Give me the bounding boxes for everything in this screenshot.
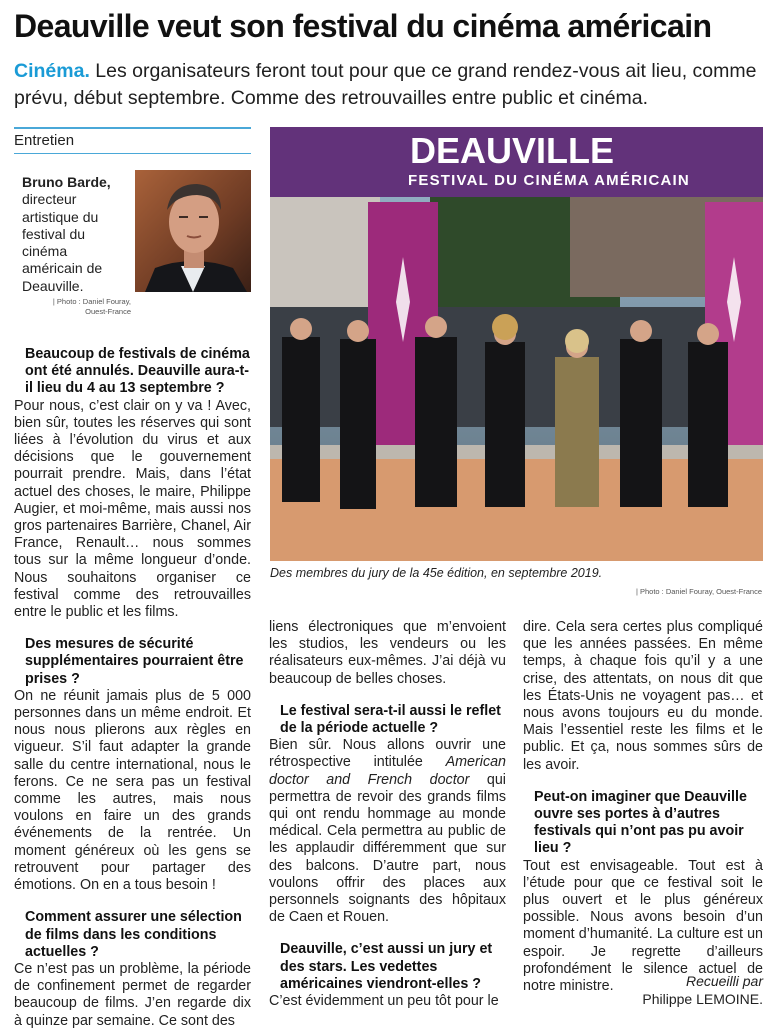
interviewee-name: Bruno Barde, [22, 174, 111, 190]
festival-image [270, 127, 763, 561]
banner-title: DEAUVILLE [410, 130, 615, 171]
answer-3: Ce n’est pas un problème, la période de confinement permet de regarder beaucoup de films. J’en regarde dix à quinze par semaine. Ce sont des [14, 960, 251, 1029]
kicker: Cinéma. [14, 60, 90, 82]
question-1: Beaucoup de festivals de cinéma ont été annulés. Deauville aura-t-il lieu du 4 au 13 septembre ? [25, 346, 250, 397]
column-1 [14, 346, 251, 1030]
question-4: Le festival sera-t-il aussi le reflet de la période actuelle ? [280, 702, 501, 737]
question-2: Des mesures de sécurité supplémentaires pourraient être prises ? [25, 636, 244, 687]
festival-photo [270, 127, 763, 561]
author-name: Philippe LEMOINE. [642, 991, 763, 1007]
banner-subtitle: FESTIVAL DU CINÉMA AMÉRICAIN [408, 172, 690, 189]
portrait-credit [40, 297, 131, 317]
question-6: Peut-on imaginer que Deauville ouvre ses portes à d’autres festivals qui n’ont pas pu avoir lieu ? [534, 788, 747, 857]
signoff [560, 972, 763, 1008]
signoff-label: Recueilli par [685, 973, 763, 989]
interviewee-bio [22, 174, 130, 295]
standfirst-text: Les organisateurs feront tout pour que ce grand rendez-vous ait lieu, comme prévu, début septembre. Comme des retrouvailles entre public et cinéma. [14, 60, 757, 109]
answer-5: C’est évidemment un peu tôt pour le [269, 993, 499, 1010]
photo-credit: | Photo : Daniel Fouray, Ouest-France [635, 587, 762, 596]
column-2 [269, 619, 506, 1010]
portrait-credit-line2: Ouest-France [85, 307, 131, 316]
answer-4 [269, 737, 506, 926]
rubric-label: Entretien [14, 127, 251, 154]
standfirst [14, 58, 759, 112]
answer-6: Tout est envisageable. Tout est à l’étude pour que ce festival soit le plus ouvert et le plus généreux possible. Nous avons besoin d’un moment d’humanité. La culture est un espoir. Je regrette d’ailleurs profondément le silence actuel de notre ministre. [523, 857, 763, 995]
answer-4-part1: Bien sûr. Nous allons ouvrir une rétrospective intitulée [269, 737, 506, 771]
photo-caption: Des membres du jury de la 45e édition, en septembre 2019. [270, 566, 603, 580]
question-5: Deauville, c’est aussi un jury et des stars. Les vedettes américaines viendront-elles ? [280, 941, 493, 992]
answer-2: On ne réunit jamais plus de 5 000 personnes dans un même endroit. Et nous nous plierons aux règles en vigueur. S’il faut adapter la grande salle du centre international, nous le ferons. Ce ne sera pas un festival comme les autres, mais nous voulons en faire un des grands événements de la rentrée. Un moment généreux où les gens se retrouvent pour partager des émotions. On en a tous besoin ! [14, 687, 251, 894]
answer-3-continued: liens électroniques que m’envoient les studios, les vendeurs ou les réalisateurs eux-mêmes. J’ai déjà vu beaucoup de belles choses. [269, 619, 506, 687]
interviewee-role: directeur artistique du festival du cinéma américain de Deauville. [22, 191, 103, 294]
portrait-credit-line1: | Photo : Daniel Fouray, [52, 297, 131, 306]
answer-4-part2: qui permettra de revoir des grands films qui ont rendu hommage au monde médical. Cela permettra au public de les applaudir différemment que sur des balcons. D’autre part, nous voulons offrir des places aux personnels soignants des hôpitaux de Caen et Rouen. [269, 771, 506, 926]
column-3 [523, 619, 763, 995]
question-3: Comment assurer une sélection de films dans les conditions actuelles ? [25, 909, 242, 960]
headline: Deauville veut son festival du cinéma américain [14, 8, 712, 44]
portrait-image [135, 170, 251, 292]
answer-5-continued: dire. Cela sera certes plus compliqué que les années passées. En même temps, à chaque fois qu’il y a une crise, des attentats, on nous dit que les États-Unis ne voyagent pas… et nous avons toujours eu du monde. Mais l’essentiel reste les films et le public. Et ça, nous sommes sûrs de les avoir. [523, 619, 763, 773]
retrospective-title: American doctor and French doctor [269, 754, 506, 788]
portrait-photo [135, 170, 251, 292]
answer-1: Pour nous, c’est clair on y va ! Avec, bien sûr, toutes les réserves qui sont liées à l’évolution du virus et aux décisions que le gouvernement pourrait prendre. Mais, dans l’état actuel des choses, le maire, Philippe Augier, et moi-même, mais aussi nos gros partenaires Barrière, Chanel, Air France, Renault… nous sommes tous sur la même longueur d’onde. Nous souhaitons organiser ce festival comme des retrouvailles entre le public et les films. [14, 397, 251, 621]
